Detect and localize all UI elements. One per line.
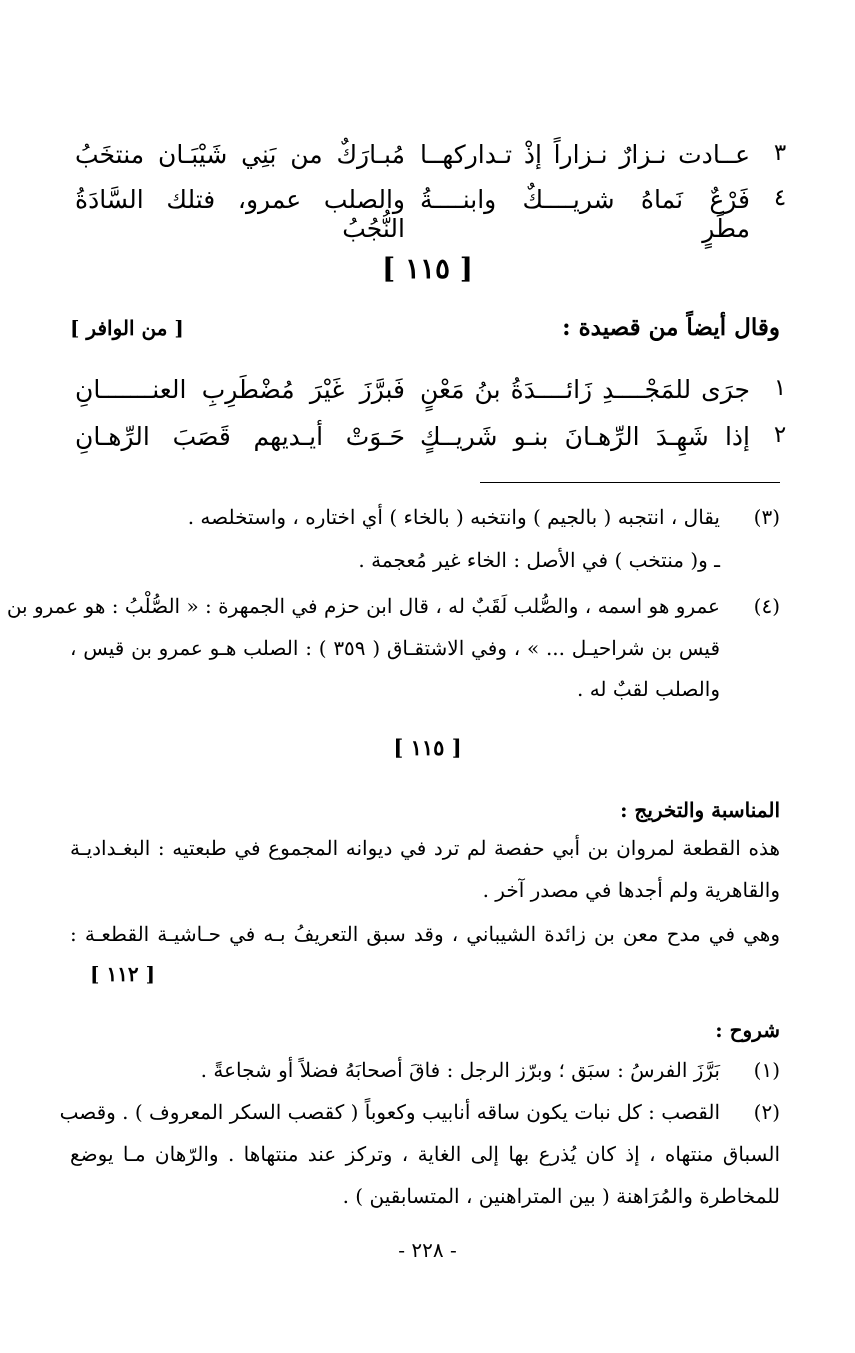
verse-3 (75, 140, 795, 190)
footnote-3-continued (70, 548, 780, 588)
verse-2 (75, 422, 795, 472)
verse-second-hemistich: حَـوَتْ أيـديهم قَصَبَ الرِّهـانِ (75, 422, 405, 451)
verse-first-hemistich: جرَى للمَجْــــدِ زَائــــدَةُ بنُ مَعْنٍ (420, 375, 750, 404)
takhrij-heading (70, 798, 780, 830)
footnote-line: يقال ، انتجبه ( بالجيم ) وانتخبه ( بالخاء ) أي اختاره ، واستخلصه . (187, 505, 720, 529)
page-number: - ٢٢٨ - (398, 1238, 457, 1262)
intro-text: وقال أيضاً من قصيدة : (562, 314, 780, 341)
gloss-line: القصب : كل نبات يكون ساقه أنابيب وكعوباً ( كقصب السكر المعروف ) . وقصب (59, 1100, 720, 1124)
gloss-line: السباق منتهاه ، إذ كان يُذرع بها إلى الغاية ، وتركز عند منتهاها . والرّهان مـا يوضع (70, 1142, 780, 1166)
verse-first-hemistich: إذا شَهِـدَ الرِّهـانَ بنـو شَريــكٍ (420, 422, 750, 451)
footnote-line: قيس بن شراحيـل ... » ، وفي الاشتقـاق ( ٣٥٩ ) : الصلب هـو عمرو بن قيس ، (70, 636, 721, 660)
meter-label: [ من الوافر ] (70, 316, 184, 340)
poem-number: [ ١١٥ ] (381, 252, 474, 285)
poem-intro (70, 314, 780, 348)
takhrij-line: والقاهرية ولم أجدها في مصدر آخر . (482, 878, 780, 902)
verse-number: ٣ (773, 140, 787, 166)
footnote-4-line-2 (70, 636, 780, 676)
footnote-separator (480, 482, 780, 483)
section-heading: المناسبة والتخريج : (620, 798, 780, 822)
takhrij-line: هذه القطعة لمروان بن أبي حفصة لم ترد في ديوانه المجموع في طبعتيه : البغـداديـة (70, 836, 780, 860)
footnote-line: والصلب لقبٌ له . (576, 677, 720, 701)
footnote-3 (70, 505, 780, 545)
verse-second-hemistich: والصلب عمرو، فتلك السَّادَةُ النُّجُبُ (75, 185, 405, 243)
takhrij-line: وهي في مدح معن بن زائدة الشيباني ، وقد سبق التعريفُ بـه في حـاشيـة القطعـة : (70, 922, 780, 946)
verse-1 (75, 375, 795, 425)
footnote-line: ـ و( منتخب ) في الأصل : الخاء غير مُعجمة . (358, 548, 720, 572)
gloss-2 (59, 1100, 780, 1140)
gloss-number: (١) (753, 1058, 780, 1082)
footnote-line: عمرو هو اسمه ، والصُّلب لَقَبٌ له ، قال ابن حزم في الجمهرة : « الصُّلْبُ : هو عمرو بن (6, 594, 720, 618)
reference-bracket: [ ١١٢ ] (90, 962, 156, 986)
verse-number: ١ (773, 375, 787, 401)
shuruh-heading (70, 1018, 780, 1050)
verse-second-hemistich: مُبـارَكٌ من بَنِي شَيْبَـان منتخَبُ (75, 140, 405, 169)
verse-number: ٢ (773, 422, 787, 448)
verse-4 (75, 185, 795, 243)
verse-second-hemistich: فَبرَّزَ غَيْرَ مُضْطَرِبِ العنـــــــانِ (75, 375, 405, 404)
footnote-number: (٤) (753, 594, 780, 618)
gloss-line: للمخاطرة والمُرَاهنة ( بين المتراهنين ، المتسابقين ) . (342, 1184, 780, 1208)
section-heading: شروح : (715, 1018, 780, 1042)
gloss-line: بَرَّزَ الفرسُ : سبَق ؛ وبرّز الرجل : فاقَ أصحابَهُ فضلاً أو شجاعةً . (200, 1058, 720, 1082)
footnote-4-line-3 (70, 677, 780, 717)
verse-first-hemistich: عــادت نـزارٌ نـزاراً إذْ تـداركهــا (420, 140, 750, 169)
gloss-number: (٢) (753, 1100, 780, 1124)
verse-first-hemistich: فَرْعٌ نَماهُ شريــــكٌ وابنــــةُ مطَرٍ (420, 185, 750, 243)
footnote-4 (6, 594, 780, 634)
section-number: [ ١١٥ ] (393, 735, 462, 760)
footnote-number: (٣) (753, 505, 780, 529)
verse-number: ٤ (773, 185, 787, 211)
gloss-1 (70, 1058, 780, 1098)
